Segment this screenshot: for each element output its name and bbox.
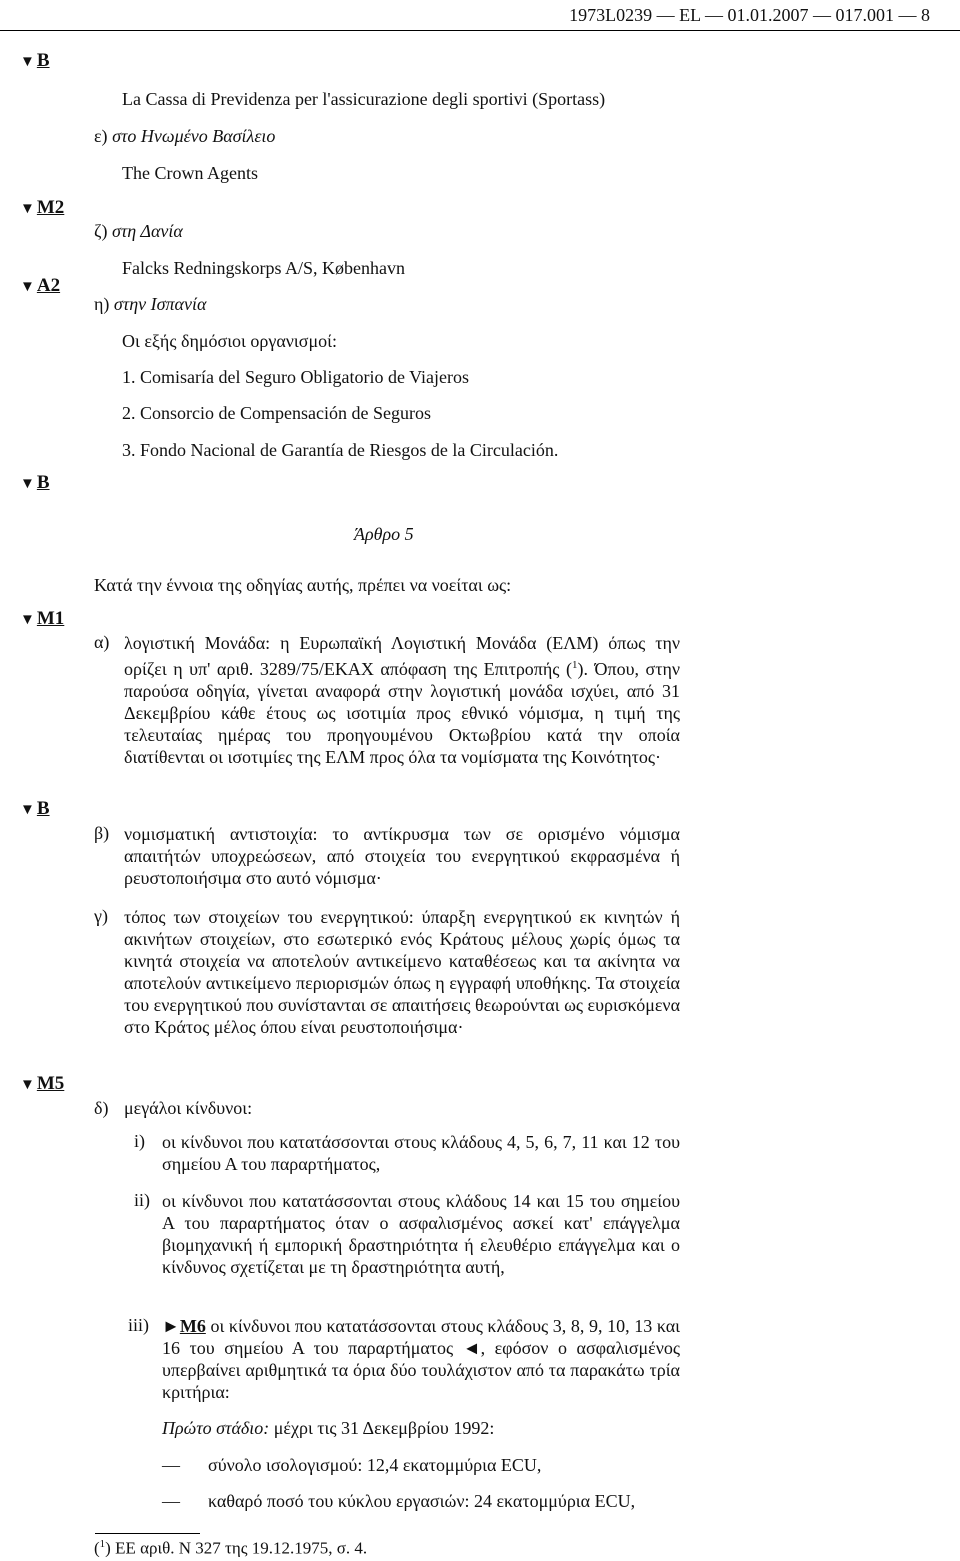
item-h-country: στην Ισπανία	[113, 294, 207, 314]
item-i-text: οι κίνδυνοι που κατατάσσονται στους κλάδους 4, 5, 6, 7, 11 και 12 του σημείου Α του παραρτήματος,	[162, 1132, 680, 1174]
item-h: η) στην Ισπανία	[94, 294, 207, 314]
margin-marker-a2[interactable]: ▼ A2	[20, 275, 61, 296]
sportass-line: La Cassa di Previdenza per l'assicurazione degli sportivi (Sportass)	[122, 89, 606, 109]
item-d-label: δ)	[94, 1098, 109, 1118]
arrow-left-icon[interactable]: ◄	[462, 1338, 481, 1358]
criterion-dash: —	[162, 1491, 180, 1511]
item-g-text: τόπος των στοιχείων του ενεργητικού: ύπαρξη ενεργητικού εκ κινητών ή ακινήτων στοιχείων, στο εσωτερικό ενός Κράτους μέλους χωρίς όμως τα κινητά στοιχεία να αποτελούν αντικείμενο καταθέσεως και τα ακίνητα να αποτελούν αντικείμενο περιορισμών όπως η εγγραφή υποθήκης. Τα στοιχεία του ενεργητικού που συνίστανται σε απαιτήσεις θεωρούνται ως ευρισκόμενα στο Κράτος μέλος όπου είναι ρευστοποιήσιμα·	[124, 907, 680, 1037]
footnote: ($^1$) ΕΕ αριθ. Ν 327 της 19.12.1975, σ. 4.	[94, 1538, 368, 1558]
orgs-intro: Οι εξής δημόσιοι οργανισμοί:	[122, 331, 337, 351]
margin-marker-b[interactable]: ▼ B	[20, 50, 50, 71]
item-ii-label: ii)	[134, 1190, 150, 1210]
triangle-down-icon: ▼	[20, 201, 35, 217]
article-intro: Κατά την έννοια της οδηγίας αυτής, πρέπει να νοείται ως:	[94, 575, 512, 595]
margin-marker-m1[interactable]: ▼ M1	[20, 608, 65, 629]
arrow-right-icon: ►	[162, 1316, 180, 1336]
item-z: ζ) στη Δανία	[94, 221, 183, 241]
criterion-dash: —	[162, 1455, 180, 1475]
page-header: 1973L0239 — EL — 01.01.2007 — 017.001 — 8	[569, 5, 930, 25]
triangle-down-icon: ▼	[20, 279, 35, 295]
criterion-1: σύνολο ισολογισμού: 12,4 εκατομμύρια ECU,	[208, 1455, 542, 1475]
org-2: 2. Consorcio de Compensación de Seguros	[122, 403, 431, 423]
triangle-down-icon: ▼	[20, 612, 35, 628]
item-z-country: στη Δανία	[111, 221, 183, 241]
footnote-rule	[95, 1533, 200, 1534]
stage-label: Πρώτο στάδιο:	[162, 1418, 270, 1438]
triangle-down-icon: ▼	[20, 1077, 35, 1093]
article-title: Άρθρο 5	[354, 524, 414, 544]
margin-marker-b[interactable]: ▼ B	[20, 798, 50, 819]
margin-marker-m5[interactable]: ▼ M5	[20, 1073, 65, 1094]
item-a-label: α)	[94, 632, 110, 652]
crown-agents-line: The Crown Agents	[122, 163, 258, 183]
triangle-down-icon: ▼	[20, 54, 35, 70]
item-d-text: μεγάλοι κίνδυνοι:	[124, 1098, 253, 1118]
header-rule	[0, 30, 960, 31]
item-a-text: λογιστική Μονάδα: η Ευρωπαϊκή Λογιστική Μονάδα (ΕΛΜ) όπως την ορίζει η υπ' αριθ. 3289/75/ΕΚΑΧ απόφαση της Επιτροπής ($^1$). Όπου, στην παρούσα οδηγία, γίνεται αναφορά στην λογιστική μονάδα ισχύει, από 31 Δεκεμβρίου κάθε έτους ως ισοτιμία προς εθνικό νόμισμα, η τιμή της τελευταίας ημέρας του προηγουμένου Οκτωβρίου κατά την οποία διατίθενται οι ισοτιμίες της ΕΛΜ προς όλα τα νομίσματα της Κοινότητος·	[124, 633, 680, 767]
inline-marker-m6[interactable]: ►M6	[162, 1316, 206, 1336]
item-b-text: νομισματική αντιστοιχία: το αντίκρυσμα των σε ορισμένο νόμισμα απαιτήτών υποχρεώσεων, από στοιχεία του ενεργητικού εκφρασμένα ή ρευστοποιήσιμα στο αυτό νόμισμα·	[124, 824, 680, 888]
triangle-down-icon: ▼	[20, 476, 35, 492]
stage-line: Πρώτο στάδιο: μέχρι τις 31 Δεκεμβρίου 1992:	[162, 1418, 495, 1438]
item-e-country: στο Ηνωμένο Βασίλειο	[112, 126, 276, 146]
item-b-label: β)	[94, 823, 110, 843]
org-3: 3. Fondo Nacional de Garantía de Riesgos de la Circulación.	[122, 440, 559, 460]
criterion-2: καθαρό ποσό του κύκλου εργασιών: 24 εκατομμύρια ECU,	[208, 1491, 636, 1511]
footnote-ref[interactable]: 1	[571, 659, 578, 671]
item-iii-label: iii)	[128, 1315, 149, 1335]
margin-marker-m2[interactable]: ▼ M2	[20, 197, 65, 218]
org-1: 1. Comisaría del Seguro Obligatorio de Viajeros	[122, 367, 470, 387]
item-i-label: i)	[134, 1131, 145, 1151]
item-g-label: γ)	[94, 906, 108, 926]
triangle-down-icon: ▼	[20, 802, 35, 818]
item-e: ε) στο Ηνωμένο Βασίλειο	[94, 126, 276, 146]
falcks-line: Falcks Redningskorps A/S, København	[122, 258, 405, 278]
item-iii-text: ►M6 οι κίνδυνοι που κατατάσσονται στους κλάδους 3, 8, 9, 10, 13 και 16 του σημείου Α του παραρτήματος ◄, εφόσον ο ασφαλισμένος υπερβαίνει αριθμητικά τα όρια δύο τουλάχιστον από τα παρακάτω τρία κριτήρια:	[162, 1316, 681, 1402]
item-ii-text: οι κίνδυνοι που κατατάσσονται στους κλάδους 14 και 15 του σημείου Α του παραρτήματος όταν ο ασφαλισμένος ασκεί κατ' επάγγελμα βιομηχανική ή εμπορική δραστηριότητα ή ελευθέριο επάγγελμα και ο κίνδυνος σχετίζεται με τη δραστηριότητα αυτή,	[162, 1191, 680, 1277]
margin-marker-b[interactable]: ▼ B	[20, 472, 50, 493]
